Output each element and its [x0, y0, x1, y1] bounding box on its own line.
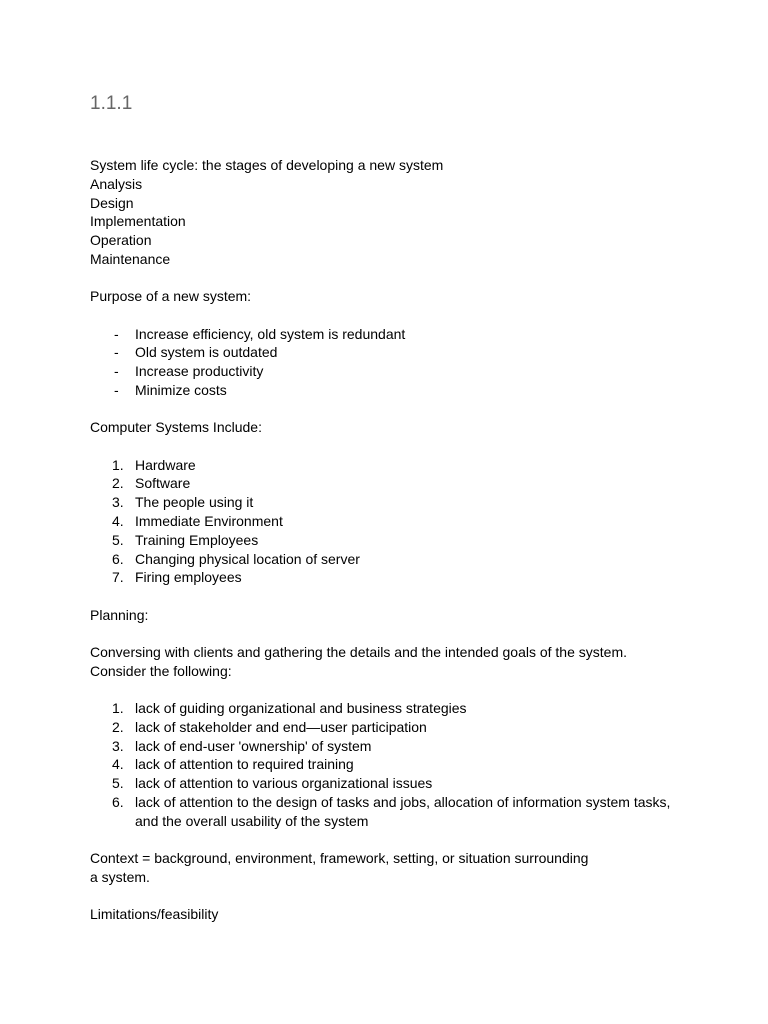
planning-description: Conversing with clients and gathering the details and the intended goals of the system.: [90, 643, 627, 660]
bullet-dash: -: [114, 344, 119, 361]
life-cycle-stage: Analysis: [90, 175, 143, 192]
list-item-text: Hardware: [135, 456, 196, 473]
list-item-text: lack of attention to required training: [135, 756, 354, 773]
list-number: 1.: [112, 700, 124, 717]
list-item-text: Increase productivity: [135, 363, 264, 380]
planning-list-item: [90, 737, 730, 756]
planning-list-item: [90, 793, 730, 831]
document-body: [90, 156, 730, 924]
purpose-list-item: [90, 325, 730, 344]
computer-systems-list-item: [90, 493, 730, 512]
bullet-dash: -: [114, 325, 119, 342]
list-item-text: Software: [135, 475, 191, 492]
list-item-text: The people using it: [135, 494, 254, 511]
list-item-text: [135, 793, 675, 831]
list-item-text-line: lack of attention to the design of tasks and jobs, allocation of information system tasks,: [135, 794, 671, 811]
list-number: 2.: [112, 475, 124, 492]
planning-list-item: [90, 718, 730, 737]
list-item-text: Training Employees: [135, 531, 259, 548]
list-number: 5.: [112, 531, 124, 548]
computer-systems-list-item: [90, 474, 730, 493]
purpose-title: Purpose of a new system:: [90, 288, 252, 305]
list-number: 4.: [112, 512, 124, 529]
list-number: 7.: [112, 569, 124, 586]
list-item-text: lack of attention to various organizational issues: [135, 775, 433, 792]
planning-list-item: [90, 699, 730, 718]
purpose-list-item: [90, 343, 730, 362]
list-item-text: Firing employees: [135, 569, 242, 586]
purpose-list-item: [90, 381, 730, 400]
list-item-text: Changing physical location of server: [135, 550, 360, 567]
list-item-text: lack of guiding organizational and business strategies: [135, 700, 467, 717]
planning-consider: Consider the following:: [90, 662, 232, 679]
limitations-heading: Limitations/feasibility: [90, 906, 219, 923]
purpose-list-item: [90, 362, 730, 381]
computer-systems-list-item: [90, 531, 730, 550]
list-number: 1.: [112, 456, 124, 473]
computer-systems-list-item: [90, 568, 730, 587]
life-cycle-stage: Design: [90, 194, 134, 211]
computer-systems-list-item: [90, 512, 730, 531]
list-item-text: Increase efficiency, old system is redundant: [135, 325, 406, 342]
life-cycle-stage: Operation: [90, 232, 152, 249]
list-item-text: lack of end-user 'ownership' of system: [135, 737, 372, 754]
list-item-text: Old system is outdated: [135, 344, 278, 361]
planning-list-item: [90, 774, 730, 793]
life-cycle-intro: System life cycle: the stages of developing a new system: [90, 157, 444, 173]
context-definition-continued: a system.: [90, 868, 150, 885]
section-heading: 1.1.1: [90, 93, 133, 114]
planning-title: Planning:: [90, 606, 149, 623]
list-item-text: lack of stakeholder and end—user participation: [135, 718, 427, 735]
list-number: 2.: [112, 718, 124, 735]
list-number: 4.: [112, 756, 124, 773]
bullet-dash: -: [114, 381, 119, 398]
list-number: 3.: [112, 494, 124, 511]
list-number: 6.: [112, 794, 124, 811]
list-number: 5.: [112, 775, 124, 792]
context-definition: Context = background, environment, framework, setting, or situation surrounding: [90, 850, 589, 867]
list-number: 6.: [112, 550, 124, 567]
list-item-text: Minimize costs: [135, 381, 227, 398]
bullet-dash: -: [114, 363, 119, 380]
list-number: 3.: [112, 737, 124, 754]
list-item-text: Immediate Environment: [135, 512, 283, 529]
planning-list-item: [90, 755, 730, 774]
life-cycle-stage: Maintenance: [90, 250, 171, 267]
computer-systems-list-item: [90, 550, 730, 569]
computer-systems-list-item: [90, 456, 730, 475]
computer-systems-title: Computer Systems Include:: [90, 419, 262, 436]
life-cycle-stage: Implementation: [90, 213, 186, 230]
list-item-text-line: and the overall usability of the system: [135, 812, 369, 829]
